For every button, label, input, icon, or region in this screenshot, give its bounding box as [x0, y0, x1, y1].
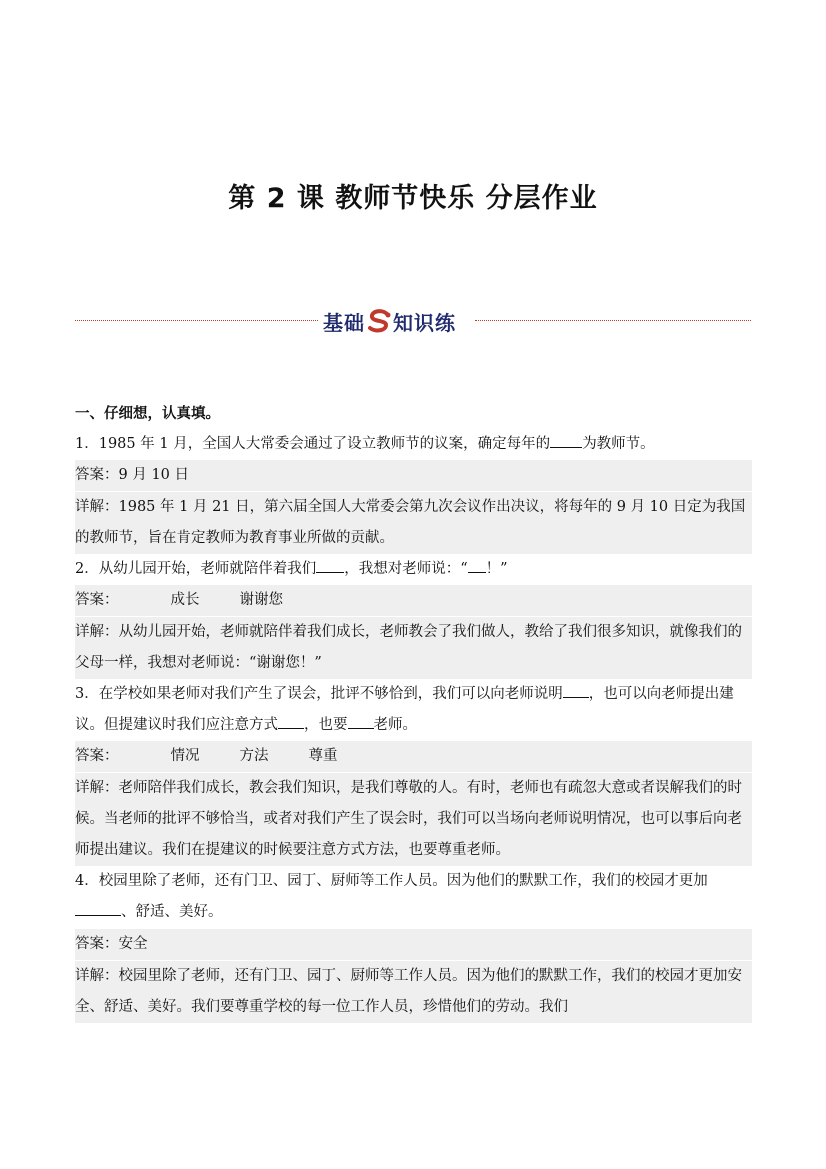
divider-line-left: [75, 320, 318, 321]
explanation: [75, 492, 752, 554]
banner-label: [323, 307, 456, 335]
answer-value: 安全: [118, 936, 148, 952]
answer-row: [75, 929, 752, 960]
answer-value: 9 月 10 日: [118, 467, 190, 483]
answer-row: [75, 460, 752, 491]
question-text: 在学校如果老师对我们产生了误会，批评不够恰到，我们可以向老师说明: [98, 686, 563, 702]
question-text: 校园里除了老师，还有门卫、园丁、厨师等工作人员。因为他们的默默工作，我们的校园才更加: [98, 873, 708, 889]
answer-value: 方法: [239, 748, 269, 764]
explanation: [75, 773, 752, 866]
answer-blank: [468, 558, 486, 573]
question-text: ，也要: [304, 717, 348, 733]
question-text: ！”: [485, 561, 508, 577]
question-2: [75, 554, 752, 585]
question-number: 2．: [75, 561, 99, 577]
answer-value: 情况: [170, 748, 200, 764]
explanation-text: 校园里除了老师，还有门卫、园丁、厨师等工作人员。因为他们的默默工作，我们的校园才更加安全、舒适、美好。我们要尊重学校的每一位工作人员，珍惜他们的劳动。我们: [75, 968, 742, 1015]
answer-blank: [316, 558, 344, 573]
banner-right-text: 知识练: [393, 310, 456, 335]
banner-left-text: 基础: [323, 310, 365, 335]
section-heading: 一、仔细想，认真填。: [75, 406, 220, 422]
explanation-label: 详解：: [75, 624, 119, 640]
answer-row: [75, 741, 752, 772]
question-3: [75, 679, 752, 741]
answer-blank: [278, 714, 304, 729]
answer-value: 成长: [170, 592, 200, 608]
explanation-label: 详解：: [75, 968, 119, 984]
question-text: 为教师节。: [582, 436, 655, 452]
question-text: 1985 年 1 月，全国人大常委会通过了设立教师节的议案，确定每年的: [98, 436, 551, 452]
answer-blank: [550, 433, 582, 448]
answer-label: 答案：: [75, 936, 119, 952]
question-text: 老师。: [373, 717, 417, 733]
explanation: [75, 617, 752, 679]
question-text: 从幼儿园开始，老师就陪伴着我们: [98, 561, 317, 577]
page-title: 第 2 课 教师节快乐 分层作业: [228, 183, 598, 214]
question-number: 1．: [75, 436, 99, 452]
question-1: [75, 429, 752, 460]
explanation-label: 详解：: [75, 780, 119, 796]
swirl-s-icon: [366, 309, 392, 333]
explanation-label: 详解：: [75, 499, 119, 515]
answer-blank: [563, 683, 589, 698]
question-text: ，我想对老师说：“: [344, 561, 468, 577]
explanation-text: 老师陪伴我们成长，教会我们知识，是我们尊敬的人。有时，老师也有疏忽大意或者误解我们的时候。当老师的批评不够恰当，或者对我们产生了误会时，我们可以当场向老师说明情况，也可以事后向老师提出建议。我们在提建议的时候要注意方式方法，也要尊重老师。: [75, 780, 742, 858]
answer-blank: [75, 901, 121, 916]
question-text: ，也可以向老师提出建议。但提建议时我们应注意方式: [75, 686, 734, 733]
answer-label: 答案：: [75, 467, 119, 483]
explanation-text: 1985 年 1 月 21 日，第六届全国人大常委会第九次会议作出决议，将每年的 9 月 10 日定为我国的教师节，旨在肯定教师为教育事业所做的贡献。: [75, 499, 746, 546]
section-banner: [75, 307, 751, 335]
question-text: 、舒适、美好。: [121, 904, 223, 920]
question-number: 3．: [75, 686, 99, 702]
explanation-text: 从幼儿园开始，老师就陪伴着我们成长，老师教会了我们做人，教给了我们很多知识，就像我们的父母一样，我想对老师说：“谢谢您！”: [75, 624, 742, 671]
answer-label: 答案：: [75, 748, 119, 764]
answer-value: 谢谢您: [239, 592, 283, 608]
answer-label: 答案：: [75, 592, 119, 608]
explanation: [75, 961, 752, 1023]
divider-line-right: [475, 320, 751, 321]
question-4: [75, 866, 752, 928]
answer-blank: [348, 714, 374, 729]
answer-row: [75, 585, 752, 616]
question-section: [75, 402, 752, 1023]
answer-value: 尊重: [308, 748, 338, 764]
question-number: 4．: [75, 873, 99, 889]
